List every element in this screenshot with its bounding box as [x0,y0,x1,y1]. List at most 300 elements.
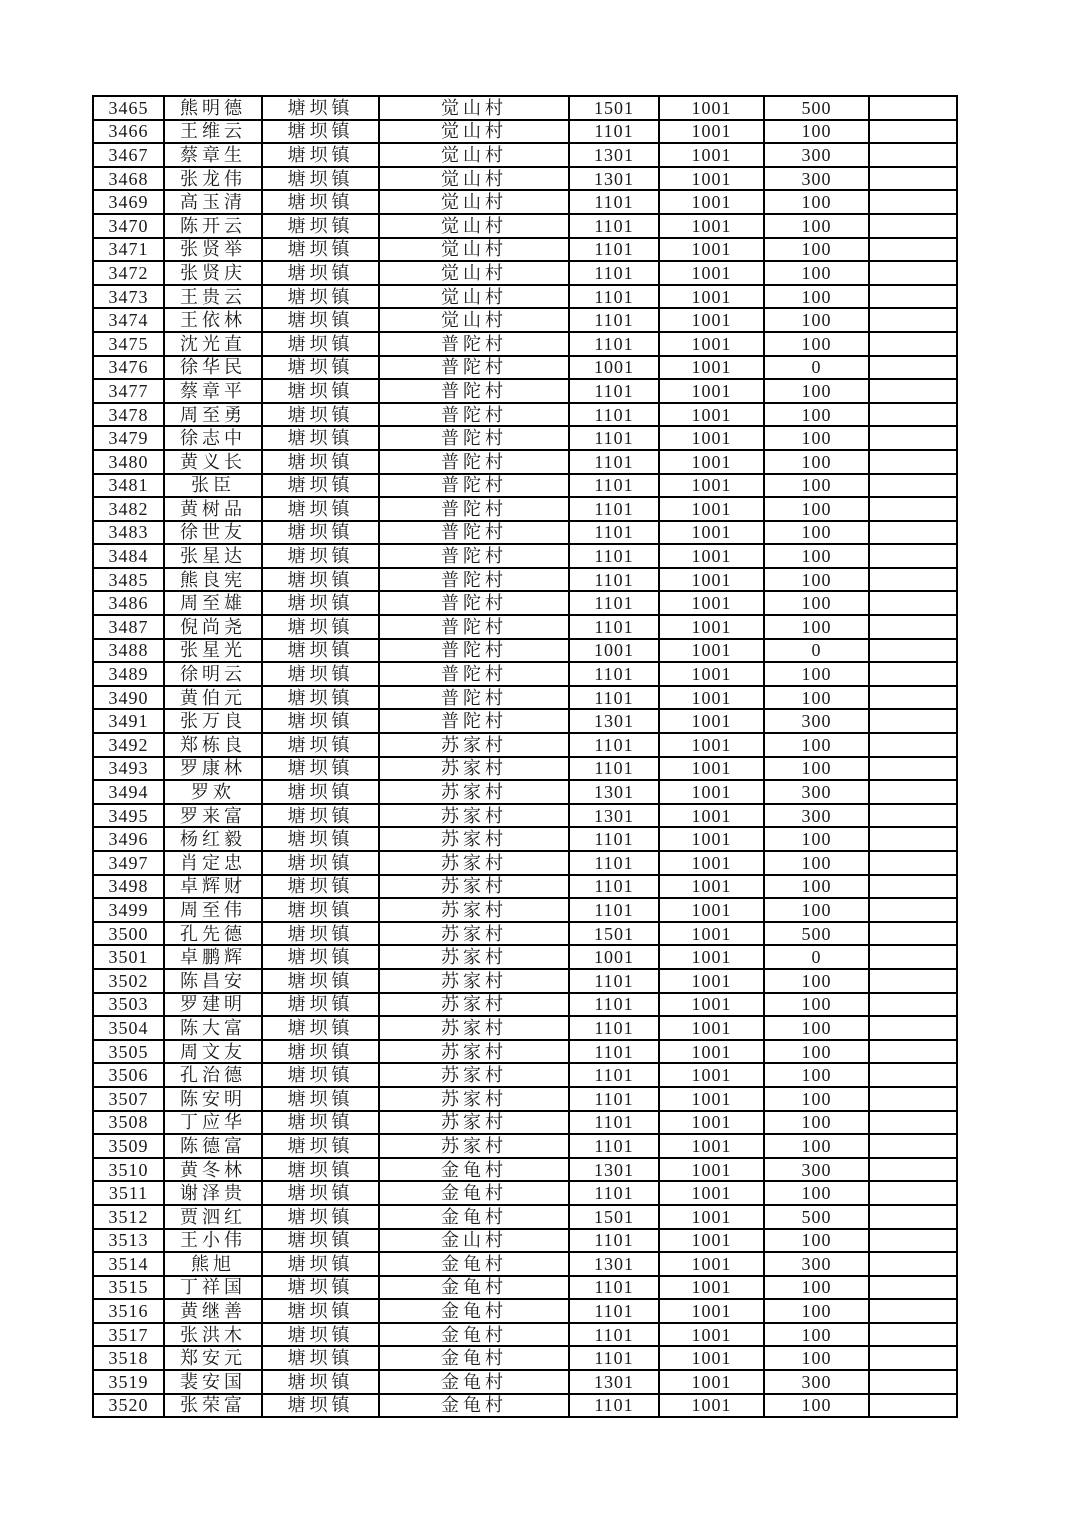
remark-cell [869,922,957,946]
amount-extra-cell: 100 [764,1323,869,1347]
table-row [93,1158,957,1182]
table-row [93,120,957,144]
village-cell: 普陀村 [379,332,569,356]
table-row [93,403,957,427]
remark-cell [869,945,957,969]
table-row [93,1016,957,1040]
village-cell: 苏家村 [379,993,569,1017]
amount-extra-cell: 100 [764,120,869,144]
village-cell: 普陀村 [379,686,569,710]
town-cell: 塘坝镇 [262,733,379,757]
remark-cell [869,780,957,804]
village-cell: 普陀村 [379,474,569,498]
village-cell: 金龟村 [379,1394,569,1418]
amount-extra-cell: 300 [764,780,869,804]
amount-extra-cell: 100 [764,827,869,851]
village-cell: 金龟村 [379,1205,569,1229]
town-cell: 塘坝镇 [262,709,379,733]
town-cell: 塘坝镇 [262,1323,379,1347]
town-cell: 塘坝镇 [262,1370,379,1394]
amount-total-cell: 1101 [569,120,659,144]
amount-extra-cell: 100 [764,1016,869,1040]
amount-base-cell: 1001 [659,898,764,922]
town-cell: 塘坝镇 [262,356,379,380]
amount-base-cell: 1001 [659,827,764,851]
serial-number-cell: 3496 [93,827,164,851]
table-row [93,804,957,828]
village-cell: 苏家村 [379,898,569,922]
town-cell: 塘坝镇 [262,1111,379,1135]
amount-extra-cell: 100 [764,875,869,899]
serial-number-cell: 3472 [93,261,164,285]
serial-number-cell: 3510 [93,1158,164,1182]
amount-base-cell: 1001 [659,993,764,1017]
amount-base-cell: 1001 [659,591,764,615]
person-name-cell: 黄树品 [164,497,262,521]
amount-extra-cell: 300 [764,1158,869,1182]
amount-base-cell: 1001 [659,922,764,946]
amount-extra-cell: 100 [764,403,869,427]
remark-cell [869,1181,957,1205]
remark-cell [869,1111,957,1135]
amount-total-cell: 1101 [569,615,659,639]
amount-base-cell: 1001 [659,709,764,733]
amount-total-cell: 1301 [569,804,659,828]
amount-extra-cell: 300 [764,167,869,191]
amount-extra-cell: 100 [764,1346,869,1370]
amount-total-cell: 1101 [569,403,659,427]
village-cell: 金龟村 [379,1252,569,1276]
serial-number-cell: 3478 [93,403,164,427]
table-row [93,1087,957,1111]
person-name-cell: 王维云 [164,120,262,144]
amount-total-cell: 1101 [569,426,659,450]
table-row [93,308,957,332]
person-name-cell: 周至雄 [164,591,262,615]
village-cell: 苏家村 [379,922,569,946]
amount-total-cell: 1301 [569,780,659,804]
amount-extra-cell: 100 [764,474,869,498]
amount-total-cell: 1101 [569,969,659,993]
amount-base-cell: 1001 [659,780,764,804]
person-name-cell: 熊旭 [164,1252,262,1276]
amount-base-cell: 1001 [659,1111,764,1135]
table-row [93,96,957,120]
table-row [93,167,957,191]
table-row [93,1063,957,1087]
person-name-cell: 谢泽贵 [164,1181,262,1205]
village-cell: 金龟村 [379,1299,569,1323]
amount-base-cell: 1001 [659,474,764,498]
person-name-cell: 张贤举 [164,238,262,262]
serial-number-cell: 3471 [93,238,164,262]
table-row [93,426,957,450]
town-cell: 塘坝镇 [262,379,379,403]
amount-total-cell: 1101 [569,1181,659,1205]
person-name-cell: 张万良 [164,709,262,733]
amount-total-cell: 1501 [569,96,659,120]
amount-total-cell: 1101 [569,497,659,521]
amount-base-cell: 1001 [659,1134,764,1158]
amount-base-cell: 1001 [659,969,764,993]
village-cell: 普陀村 [379,662,569,686]
table-row [93,1111,957,1135]
town-cell: 塘坝镇 [262,1087,379,1111]
village-cell: 金龟村 [379,1323,569,1347]
amount-extra-cell: 100 [764,497,869,521]
table-row [93,827,957,851]
amount-base-cell: 1001 [659,403,764,427]
village-cell: 觉山村 [379,96,569,120]
table-row [93,1205,957,1229]
person-name-cell: 黄伯元 [164,686,262,710]
remark-cell [869,544,957,568]
remark-cell [869,403,957,427]
serial-number-cell: 3491 [93,709,164,733]
amount-extra-cell: 0 [764,945,869,969]
amount-extra-cell: 100 [764,757,869,781]
amount-extra-cell: 300 [764,709,869,733]
table-row [93,922,957,946]
amount-extra-cell: 100 [764,662,869,686]
amount-extra-cell: 100 [764,1181,869,1205]
amount-extra-cell: 300 [764,804,869,828]
amount-total-cell: 1101 [569,757,659,781]
amount-total-cell: 1101 [569,1063,659,1087]
amount-total-cell: 1101 [569,1134,659,1158]
serial-number-cell: 3468 [93,167,164,191]
village-cell: 苏家村 [379,1040,569,1064]
remark-cell [869,1394,957,1418]
serial-number-cell: 3509 [93,1134,164,1158]
remark-cell [869,497,957,521]
serial-number-cell: 3488 [93,639,164,663]
amount-extra-cell: 100 [764,1087,869,1111]
serial-number-cell: 3517 [93,1323,164,1347]
village-cell: 苏家村 [379,827,569,851]
amount-extra-cell: 100 [764,1276,869,1300]
serial-number-cell: 3497 [93,851,164,875]
village-cell: 苏家村 [379,1063,569,1087]
village-cell: 普陀村 [379,615,569,639]
amount-extra-cell: 100 [764,238,869,262]
amount-total-cell: 1101 [569,993,659,1017]
village-cell: 普陀村 [379,379,569,403]
town-cell: 塘坝镇 [262,332,379,356]
amount-total-cell: 1001 [569,945,659,969]
remark-cell [869,804,957,828]
town-cell: 塘坝镇 [262,591,379,615]
amount-total-cell: 1301 [569,1370,659,1394]
village-cell: 普陀村 [379,544,569,568]
serial-number-cell: 3490 [93,686,164,710]
person-name-cell: 徐华民 [164,356,262,380]
table-row [93,285,957,309]
serial-number-cell: 3500 [93,922,164,946]
amount-extra-cell: 100 [764,591,869,615]
person-name-cell: 贾泗红 [164,1205,262,1229]
records-table [92,95,958,1418]
serial-number-cell: 3489 [93,662,164,686]
amount-base-cell: 1001 [659,1181,764,1205]
table-row [93,261,957,285]
serial-number-cell: 3474 [93,308,164,332]
remark-cell [869,285,957,309]
amount-base-cell: 1001 [659,308,764,332]
serial-number-cell: 3513 [93,1229,164,1253]
remark-cell [869,1370,957,1394]
person-name-cell: 倪尚尧 [164,615,262,639]
amount-total-cell: 1101 [569,827,659,851]
table-row [93,945,957,969]
records-table-body [93,96,957,1417]
village-cell: 普陀村 [379,426,569,450]
table-row [93,733,957,757]
serial-number-cell: 3494 [93,780,164,804]
remark-cell [869,332,957,356]
remark-cell [869,261,957,285]
amount-base-cell: 1001 [659,1370,764,1394]
person-name-cell: 郑栋良 [164,733,262,757]
amount-total-cell: 1501 [569,1205,659,1229]
town-cell: 塘坝镇 [262,757,379,781]
amount-total-cell: 1101 [569,1087,659,1111]
village-cell: 普陀村 [379,450,569,474]
remark-cell [869,686,957,710]
town-cell: 塘坝镇 [262,450,379,474]
town-cell: 塘坝镇 [262,308,379,332]
amount-base-cell: 1001 [659,96,764,120]
amount-base-cell: 1001 [659,1276,764,1300]
table-row [93,1394,957,1418]
remark-cell [869,238,957,262]
remark-cell [869,521,957,545]
village-cell: 金龟村 [379,1276,569,1300]
amount-base-cell: 1001 [659,733,764,757]
amount-base-cell: 1001 [659,568,764,592]
person-name-cell: 陈昌安 [164,969,262,993]
table-row [93,969,957,993]
table-row [93,332,957,356]
amount-extra-cell: 100 [764,969,869,993]
town-cell: 塘坝镇 [262,1205,379,1229]
person-name-cell: 陈大富 [164,1016,262,1040]
amount-base-cell: 1001 [659,851,764,875]
table-row [93,662,957,686]
amount-base-cell: 1001 [659,120,764,144]
serial-number-cell: 3520 [93,1394,164,1418]
amount-extra-cell: 100 [764,568,869,592]
amount-base-cell: 1001 [659,1063,764,1087]
remark-cell [869,993,957,1017]
amount-extra-cell: 100 [764,1111,869,1135]
table-row [93,1040,957,1064]
village-cell: 觉山村 [379,238,569,262]
remark-cell [869,96,957,120]
serial-number-cell: 3507 [93,1087,164,1111]
town-cell: 塘坝镇 [262,1181,379,1205]
remark-cell [869,1205,957,1229]
village-cell: 普陀村 [379,568,569,592]
amount-total-cell: 1301 [569,167,659,191]
town-cell: 塘坝镇 [262,261,379,285]
remark-cell [869,1252,957,1276]
table-row [93,238,957,262]
table-row [93,780,957,804]
amount-base-cell: 1001 [659,1394,764,1418]
remark-cell [869,426,957,450]
village-cell: 普陀村 [379,591,569,615]
table-row [93,356,957,380]
remark-cell [869,733,957,757]
amount-extra-cell: 100 [764,190,869,214]
serial-number-cell: 3508 [93,1111,164,1135]
town-cell: 塘坝镇 [262,1252,379,1276]
amount-base-cell: 1001 [659,332,764,356]
remark-cell [869,214,957,238]
amount-base-cell: 1001 [659,1346,764,1370]
amount-extra-cell: 0 [764,639,869,663]
amount-total-cell: 1101 [569,214,659,238]
remark-cell [869,827,957,851]
amount-extra-cell: 100 [764,1229,869,1253]
serial-number-cell: 3504 [93,1016,164,1040]
serial-number-cell: 3487 [93,615,164,639]
serial-number-cell: 3470 [93,214,164,238]
serial-number-cell: 3505 [93,1040,164,1064]
amount-total-cell: 1301 [569,1158,659,1182]
amount-extra-cell: 100 [764,733,869,757]
table-row [93,497,957,521]
person-name-cell: 王贵云 [164,285,262,309]
person-name-cell: 黄义长 [164,450,262,474]
amount-total-cell: 1101 [569,591,659,615]
town-cell: 塘坝镇 [262,190,379,214]
amount-total-cell: 1101 [569,1229,659,1253]
amount-total-cell: 1101 [569,686,659,710]
remark-cell [869,591,957,615]
amount-base-cell: 1001 [659,875,764,899]
village-cell: 苏家村 [379,1087,569,1111]
amount-total-cell: 1101 [569,190,659,214]
serial-number-cell: 3465 [93,96,164,120]
amount-base-cell: 1001 [659,544,764,568]
amount-base-cell: 1001 [659,143,764,167]
town-cell: 塘坝镇 [262,285,379,309]
person-name-cell: 徐志中 [164,426,262,450]
table-row [93,591,957,615]
amount-total-cell: 1301 [569,143,659,167]
table-row [93,1134,957,1158]
amount-base-cell: 1001 [659,238,764,262]
amount-total-cell: 1101 [569,898,659,922]
remark-cell [869,1134,957,1158]
person-name-cell: 徐世友 [164,521,262,545]
person-name-cell: 黄继善 [164,1299,262,1323]
town-cell: 塘坝镇 [262,922,379,946]
amount-total-cell: 1101 [569,450,659,474]
amount-base-cell: 1001 [659,945,764,969]
town-cell: 塘坝镇 [262,1016,379,1040]
serial-number-cell: 3477 [93,379,164,403]
table-row [93,190,957,214]
person-name-cell: 罗建明 [164,993,262,1017]
amount-base-cell: 1001 [659,379,764,403]
remark-cell [869,851,957,875]
serial-number-cell: 3483 [93,521,164,545]
amount-extra-cell: 100 [764,898,869,922]
serial-number-cell: 3515 [93,1276,164,1300]
person-name-cell: 陈开云 [164,214,262,238]
remark-cell [869,379,957,403]
amount-extra-cell: 100 [764,521,869,545]
table-row [93,521,957,545]
town-cell: 塘坝镇 [262,969,379,993]
serial-number-cell: 3485 [93,568,164,592]
table-row [93,1229,957,1253]
person-name-cell: 王小伟 [164,1229,262,1253]
town-cell: 塘坝镇 [262,521,379,545]
person-name-cell: 丁应华 [164,1111,262,1135]
village-cell: 普陀村 [379,403,569,427]
town-cell: 塘坝镇 [262,1158,379,1182]
town-cell: 塘坝镇 [262,426,379,450]
remark-cell [869,568,957,592]
amount-base-cell: 1001 [659,1016,764,1040]
person-name-cell: 肖定忠 [164,851,262,875]
table-row [93,214,957,238]
town-cell: 塘坝镇 [262,167,379,191]
serial-number-cell: 3512 [93,1205,164,1229]
serial-number-cell: 3514 [93,1252,164,1276]
amount-total-cell: 1101 [569,332,659,356]
town-cell: 塘坝镇 [262,1346,379,1370]
town-cell: 塘坝镇 [262,1229,379,1253]
village-cell: 觉山村 [379,167,569,191]
amount-total-cell: 1301 [569,709,659,733]
remark-cell [869,1016,957,1040]
remark-cell [869,1299,957,1323]
remark-cell [869,969,957,993]
remark-cell [869,167,957,191]
amount-base-cell: 1001 [659,261,764,285]
village-cell: 金龟村 [379,1346,569,1370]
person-name-cell: 蔡章生 [164,143,262,167]
village-cell: 苏家村 [379,733,569,757]
person-name-cell: 高玉清 [164,190,262,214]
amount-total-cell: 1101 [569,261,659,285]
town-cell: 塘坝镇 [262,96,379,120]
village-cell: 苏家村 [379,1016,569,1040]
person-name-cell: 张星光 [164,639,262,663]
serial-number-cell: 3476 [93,356,164,380]
table-row [93,1181,957,1205]
town-cell: 塘坝镇 [262,1134,379,1158]
town-cell: 塘坝镇 [262,875,379,899]
person-name-cell: 郑安元 [164,1346,262,1370]
amount-base-cell: 1001 [659,356,764,380]
table-row [93,757,957,781]
town-cell: 塘坝镇 [262,214,379,238]
amount-base-cell: 1001 [659,1205,764,1229]
table-row [93,143,957,167]
amount-extra-cell: 300 [764,1370,869,1394]
table-row [93,1252,957,1276]
amount-extra-cell: 100 [764,214,869,238]
person-name-cell: 周至勇 [164,403,262,427]
amount-extra-cell: 100 [764,1063,869,1087]
village-cell: 普陀村 [379,497,569,521]
